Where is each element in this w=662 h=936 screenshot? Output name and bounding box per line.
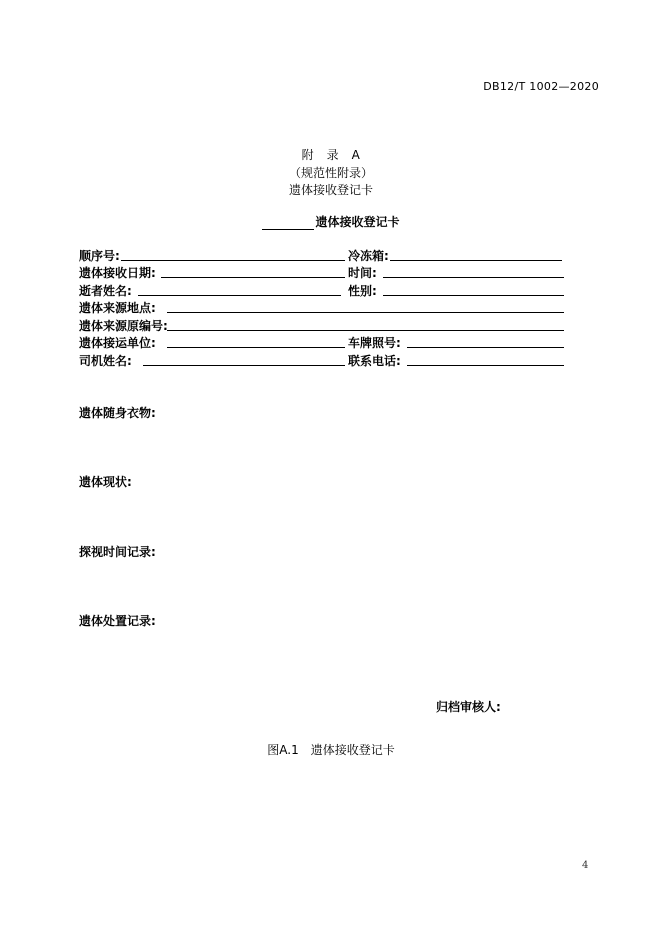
card-title (0, 213, 662, 230)
deceased-name-line[interactable] (138, 295, 341, 296)
plate-no-line[interactable] (407, 347, 564, 348)
deceased-name-label: 逝者姓名: (79, 284, 132, 298)
appendix-name: 遗体接收登记卡 (288, 183, 373, 197)
phone-line[interactable] (407, 365, 564, 366)
plate-no-label: 车牌照号: (348, 336, 401, 350)
time-label: 时间: (348, 266, 377, 280)
gender-label: 性别: (348, 284, 377, 298)
appendix-subtitle: （规范性附录） (288, 166, 373, 180)
reviewer-label: 归档审核人: (436, 700, 501, 714)
card-title-text: 遗体接收登记卡 (315, 215, 400, 229)
standard-code: DB12/T 1002—2020 (483, 80, 599, 93)
receive-date-line[interactable] (161, 277, 345, 278)
condition-section-label: 遗体现状: (79, 475, 132, 489)
transport-unit-label: 遗体接运单位: (79, 336, 156, 350)
appendix-title: 附 录 A (301, 148, 361, 162)
driver-name-line[interactable] (143, 365, 345, 366)
source-original-no-line[interactable] (167, 330, 564, 331)
source-location-line[interactable] (167, 312, 564, 313)
serial-no-line[interactable] (121, 260, 345, 261)
phone-label: 联系电话: (348, 354, 401, 368)
disposal-record-section-label: 遗体处置记录: (79, 614, 156, 628)
card-title-blank-line (262, 216, 314, 230)
driver-name-label: 司机姓名: (79, 354, 132, 368)
freezer-label: 冷冻箱: (348, 249, 389, 263)
belongings-section-label: 遗体随身衣物: (79, 406, 156, 420)
source-original-no-label: 遗体来源原编号: (79, 319, 168, 333)
figure-caption: 图A.1 遗体接收登记卡 (267, 743, 395, 757)
page-number: 4 (582, 860, 589, 871)
serial-no-label: 顺序号: (79, 249, 120, 263)
freezer-line[interactable] (390, 260, 562, 261)
source-location-label: 遗体来源地点: (79, 301, 156, 315)
receive-date-label: 遗体接收日期: (79, 266, 156, 280)
time-line[interactable] (383, 277, 564, 278)
gender-line[interactable] (383, 295, 564, 296)
transport-unit-line[interactable] (167, 347, 345, 348)
visit-record-section-label: 探视时间记录: (79, 545, 156, 559)
